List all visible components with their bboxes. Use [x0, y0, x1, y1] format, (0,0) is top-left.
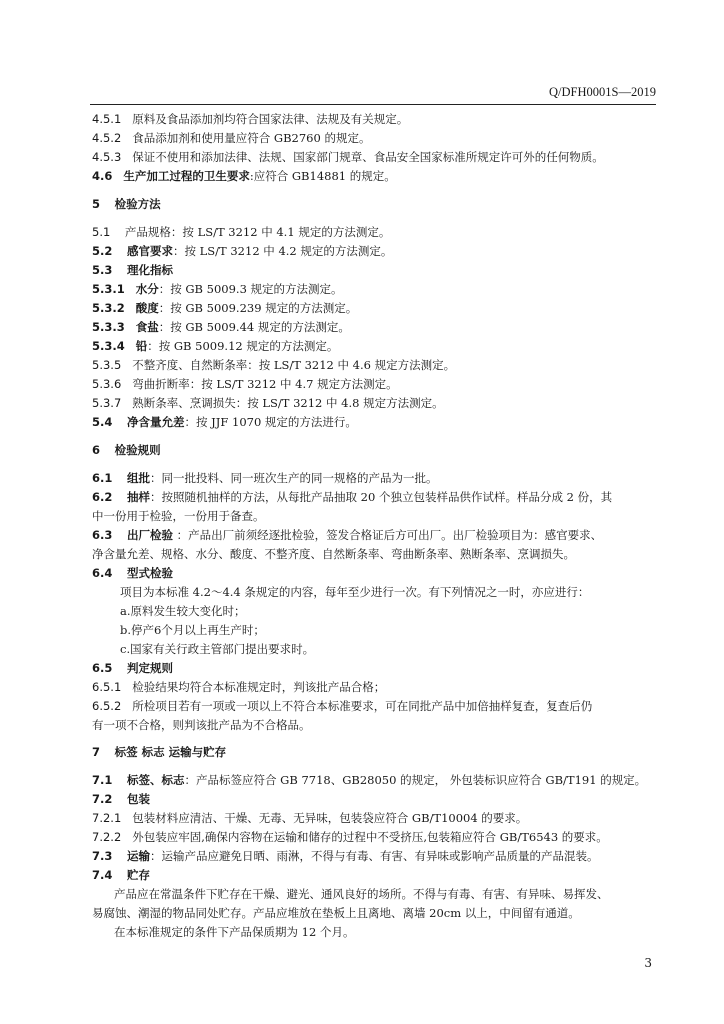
clause-number: 4.5.2 — [92, 131, 122, 145]
clause-number: 4.5.1 — [92, 112, 122, 126]
clause-6-2-cont — [92, 508, 662, 524]
clause-number: 6.1 — [92, 471, 113, 485]
clause-7-4-text — [92, 886, 684, 902]
clause-5-3-5 — [92, 357, 662, 373]
clause-label: 贮存 — [127, 868, 150, 882]
section-number: 7 — [92, 745, 101, 759]
clause-6-5-1 — [92, 679, 662, 695]
clause-7-3 — [92, 848, 662, 864]
clause-number: 6.2 — [92, 490, 113, 504]
clause-text: 所检项目若有一项或一项以上不符合本标准要求，可在同批产品中加倍抽样复查，复查后仍 — [132, 699, 593, 713]
section-title: 检验方法 — [114, 197, 161, 211]
clause-text: 弯曲折断率：按 LS/T 3212 中 4.7 规定方法测定。 — [132, 377, 398, 391]
clause-number: 4.6 — [92, 169, 113, 183]
clause-label: 包装 — [127, 792, 150, 806]
clause-label: 酸度 — [135, 301, 159, 315]
clause-number: 6.5.1 — [92, 680, 122, 694]
clause-6-2 — [92, 489, 662, 505]
clause-number: 7.3 — [92, 849, 113, 863]
clause-number: 7.2 — [92, 792, 113, 806]
clause-text: ：按 GB 5009.3 规定的方法测定。 — [158, 282, 343, 296]
clause-text: 产品应在常温条件下贮存在干燥、避光、通风良好的场所。不得与有毒、有害、有异味、易挥发、 — [114, 887, 609, 901]
clause-text: 易腐蚀、潮湿的物品同处贮存。产品应堆放在垫板上且离地、离墙 20cm 以上，中间留有通道。 — [92, 906, 580, 920]
clause-label: 生产加工过程的卫生要求 — [123, 169, 250, 183]
clause-5-3 — [92, 262, 662, 278]
clause-number: 7.4 — [92, 868, 113, 882]
clause-text: 包装材料应清洁、干燥、无毒、无异味，包装袋应符合 GB/T10004 的要求。 — [132, 811, 528, 825]
clause-label: 判定规则 — [127, 661, 173, 675]
clause-7-2-2 — [92, 829, 662, 845]
clause-text: 熟断条率、烹调损失：按 LS/T 3212 中 4.8 规定方法测定。 — [132, 396, 444, 410]
clause-7-4-cont — [92, 905, 662, 921]
clause-6-3 — [92, 527, 662, 543]
clause-text: :应符合 GB14881 的规定。 — [249, 169, 396, 183]
clause-7-4-shelf-life — [92, 924, 684, 940]
clause-label: 铅 — [135, 339, 148, 353]
document-code: Q/DFH0001S—2019 — [549, 85, 656, 99]
clause-7-1 — [92, 772, 662, 788]
clause-4-5-1 — [92, 111, 662, 127]
list-item-text: a.原料发生较大变化时； — [120, 604, 246, 618]
clause-label: 水分 — [135, 282, 159, 296]
clause-number: 6.5 — [92, 661, 113, 675]
clause-number: 5.3 — [92, 263, 113, 277]
clause-text: 不整齐度、自然断条率：按 LS/T 3212 中 4.6 规定方法测定。 — [132, 358, 456, 372]
clause-6-4 — [92, 565, 662, 581]
clause-text: 保证不使用和添加法律、法规、国家部门规章、食品安全国家标准所规定许可外的任何物质。 — [132, 150, 604, 164]
clause-5-3-4 — [92, 338, 662, 354]
section-number: 6 — [92, 443, 101, 457]
clause-label: 食盐 — [135, 320, 159, 334]
clause-label: 型式检验 — [127, 566, 173, 580]
clause-text: 项目为本标准 4.2～4.4 条规定的内容，每年至少进行一次。有下列情况之一时，亦应进行： — [120, 585, 590, 599]
clause-text: ：按 GB 5009.239 规定的方法测定。 — [158, 301, 358, 315]
list-item-text: c.国家有关行政主管部门提出要求时。 — [120, 642, 315, 656]
header-rule — [90, 104, 656, 105]
clause-5-3-6 — [92, 376, 662, 392]
list-item-a — [92, 603, 690, 619]
clause-text: 有一项不合格，则判该批产品为不合格品。 — [92, 718, 311, 732]
clause-text: 食品添加剂和使用量应符合 GB2760 的规定。 — [132, 131, 371, 145]
clause-5-3-3 — [92, 319, 662, 335]
section-title: 检验规则 — [114, 443, 161, 457]
clause-6-5 — [92, 660, 662, 676]
clause-number: 7.2.1 — [92, 811, 122, 825]
clause-5-2 — [92, 243, 662, 259]
clause-5-3-1 — [92, 281, 662, 297]
clause-text: ：按 GB 5009.12 规定的方法测定。 — [147, 339, 339, 353]
clause-label: 运输 — [127, 849, 150, 863]
clause-6-1 — [92, 470, 662, 486]
clause-number: 5.3.2 — [92, 301, 125, 315]
page-number: 3 — [644, 956, 652, 970]
clause-5-3-7 — [92, 395, 662, 411]
clause-text: ：按 JJF 1070 规定的方法进行。 — [184, 415, 357, 429]
clause-number: 5.1 — [92, 225, 111, 239]
clause-number: 7.2.2 — [92, 830, 122, 844]
clause-text: 中一份用于检验，一份用于备查。 — [92, 509, 265, 523]
clause-label: 抽样 — [127, 490, 150, 504]
clause-text: 检验结果均符合本标准规定时，判该批产品合格； — [132, 680, 386, 694]
clause-6-5-2-cont — [92, 717, 662, 733]
clause-7-2 — [92, 791, 662, 807]
clause-text: ：按 GB 5009.44 规定的方法测定。 — [158, 320, 350, 334]
clause-number: 7.1 — [92, 773, 113, 787]
clause-5-4 — [92, 414, 662, 430]
clause-number: 5.4 — [92, 415, 113, 429]
clause-text: ：按照随机抽样的方法，从每批产品抽取 20 个独立包装样品供作试样。样品分成 2 份，其 — [150, 490, 613, 504]
clause-label: 感官要求 — [127, 244, 173, 258]
list-item-text: b.停产6个月以上再生产时； — [120, 623, 265, 637]
clause-text: ：产品标签应符合 GB 7718、GB28050 的规定， 外包装标识应符合 GB/T191 的规定。 — [184, 773, 647, 787]
clause-number: 6.4 — [92, 566, 113, 580]
clause-4-5-2 — [92, 130, 662, 146]
clause-4-6 — [92, 168, 662, 184]
clause-text: 产品规格：按 LS/T 3212 中 4.1 规定的方法测定。 — [124, 225, 391, 239]
section-title: 标签 标志 运输与贮存 — [114, 745, 227, 759]
section-5-heading — [92, 196, 662, 212]
clause-7-4 — [92, 867, 662, 883]
clause-5-3-2 — [92, 300, 662, 316]
clause-number: 5.3.7 — [92, 396, 122, 410]
clause-number: 5.2 — [92, 244, 113, 258]
clause-6-5-2 — [92, 698, 662, 714]
clause-number: 5.3.6 — [92, 377, 122, 391]
clause-text: 外包装应牢固,确保内容物在运输和储存的过程中不受挤压,包装箱应符合 GB/T6543 的要求。 — [132, 830, 608, 844]
clause-label: 标签、标志 — [127, 773, 185, 787]
clause-4-5-3 — [92, 149, 662, 165]
clause-text: 净含量允差、规格、水分、酸度、不整齐度、自然断条率、弯曲断条率、熟断条率、烹调损失。 — [92, 547, 575, 561]
list-item-c — [92, 641, 690, 657]
clause-6-4-text — [92, 584, 690, 600]
clause-number: 5.3.5 — [92, 358, 122, 372]
clause-6-3-cont — [92, 546, 662, 562]
list-item-b — [92, 622, 690, 638]
clause-number: 6.3 — [92, 528, 113, 542]
clause-label: 理化指标 — [127, 263, 173, 277]
clause-number: 5.3.3 — [92, 320, 125, 334]
clause-7-2-1 — [92, 810, 662, 826]
clause-text: 在本标准规定的条件下产品保质期为 12 个月。 — [114, 925, 355, 939]
clause-text: ：产品出厂前须经逐批检验，签发合格证后方可出厂。出厂检验项目为：感官要求、 — [173, 528, 603, 542]
clause-label: 净含量允差 — [127, 415, 185, 429]
section-7-heading — [92, 744, 662, 760]
clause-text: 原料及食品添加剂均符合国家法律、法规及有关规定。 — [132, 112, 409, 126]
clause-label: 组批 — [127, 471, 150, 485]
clause-label: 出厂检验 — [127, 528, 173, 542]
clause-text: ：同一批投料、同一班次生产的同一规格的产品为一批。 — [150, 471, 438, 485]
clause-number: 5.3.1 — [92, 282, 125, 296]
clause-text: ：按 LS/T 3212 中 4.2 规定的方法测定。 — [173, 244, 393, 258]
section-number: 5 — [92, 197, 101, 211]
clause-text: ：运输产品应避免日晒、雨淋，不得与有毒、有害、有异味或影响产品质量的产品混装。 — [150, 849, 599, 863]
clause-number: 6.5.2 — [92, 699, 122, 713]
clause-number: 4.5.3 — [92, 150, 122, 164]
clause-number: 5.3.4 — [92, 339, 125, 353]
section-6-heading — [92, 442, 662, 458]
clause-5-1 — [92, 224, 662, 240]
